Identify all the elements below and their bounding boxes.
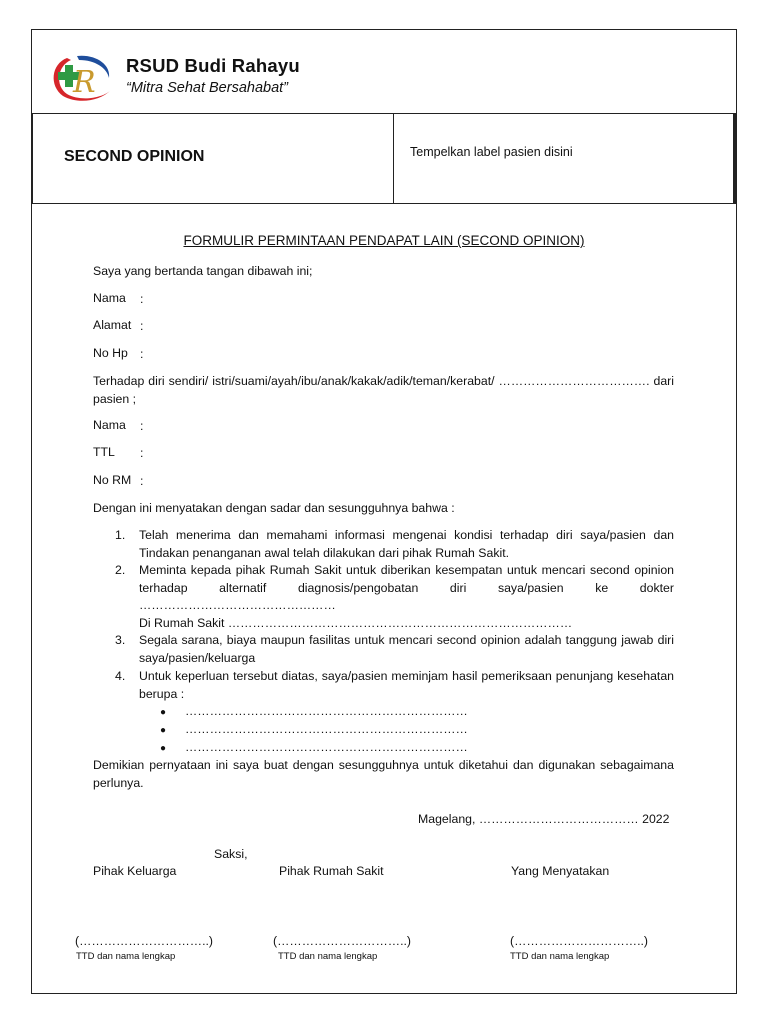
relation-text: Terhadap diri sendiri/ istri/suami/ayah/ibu/anak/kakak/adik/teman/kerabat/ ………………………………. dari pasien ;	[93, 374, 674, 406]
item-number-1: 1.	[115, 528, 126, 542]
item-number-4: 4.	[115, 669, 126, 683]
place-date: Magelang, ………………………………… 2022	[418, 812, 670, 826]
declaration-text: Dengan ini menyatakan dengan sadar dan sesungguhnya bahwa :	[93, 501, 455, 515]
signer-name-colon: :	[140, 292, 144, 306]
hospital-signature-blank: (…………………………..)	[273, 934, 411, 948]
signer-phone-colon: :	[140, 347, 144, 361]
patient-rm-colon: :	[140, 474, 144, 488]
signer-name-label: Nama	[93, 291, 126, 305]
item-text-3: Segala sarana, biaya maupun fasilitas untuk mencari second opinion adalah tanggung jawab diri saya/pasien/keluarga	[139, 633, 674, 665]
item-text-4: Untuk keperluan tersebut diatas, saya/pasien meminjam hasil pemeriksaan penunjang kesehatan berupa :	[139, 669, 674, 701]
item-text-2: Meminta kepada pihak Rumah Sakit untuk diberikan kesempatan untuk mencari second opinion terhadap alternatif diagnosis/pengobatan diri saya/pasien ke dokter …………………………………………	[139, 563, 674, 613]
patient-rm-label: No RM	[93, 473, 132, 487]
main-title: FORMULIR PERMINTAAN PENDAPAT LAIN (SECOND OPINION)	[183, 233, 585, 248]
patient-label-area: Tempelkan label pasien disini	[410, 145, 573, 159]
declarant-signature-blank: (…………………………..)	[510, 934, 648, 948]
bullet-1: ●	[160, 707, 167, 718]
svg-text:R: R	[73, 65, 96, 100]
bullet-blank-3: ……………………………………………………………	[185, 740, 468, 754]
patient-name-label: Nama	[93, 418, 126, 432]
closing-text: Demikian pernyataan ini saya buat dengan sesungguhnya untuk diketahui dan digunakan sebagaimana perlunya.	[93, 758, 674, 790]
family-signature-blank: (…………………………..)	[75, 934, 213, 948]
header-bottom-border	[31, 203, 737, 204]
hospital-ttd-caption: TTD dan nama lengkap	[278, 951, 378, 962]
bullet-2: ●	[160, 725, 167, 736]
signer-phone-label: No Hp	[93, 346, 128, 360]
header-left-border	[31, 113, 33, 204]
org-name: RSUD Budi Rahayu	[126, 55, 300, 76]
declarant-ttd-caption: TTD dan nama lengkap	[510, 951, 610, 962]
patient-ttl-label: TTL	[93, 445, 115, 459]
signer-address-colon: :	[140, 319, 144, 333]
item-number-3: 3.	[115, 633, 126, 647]
item-2-hospital: Di Rumah Sakit …………………………………………………………………………	[139, 616, 573, 630]
patient-name-colon: :	[140, 419, 144, 433]
family-label: Pihak Keluarga	[93, 864, 177, 878]
bullet-blank-1: ……………………………………………………………	[185, 704, 468, 718]
witness-label: Saksi,	[214, 847, 248, 861]
bullet-blank-2: ……………………………………………………………	[185, 722, 468, 736]
header-right-border	[733, 113, 736, 204]
header-top-border	[31, 113, 737, 114]
bullet-3: ●	[160, 743, 167, 754]
item-number-2: 2.	[115, 563, 126, 577]
hospital-logo	[47, 52, 115, 104]
org-tagline: “Mitra Sehat Bersahabat”	[126, 80, 288, 96]
signer-address-label: Alamat	[93, 318, 132, 332]
family-ttd-caption: TTD dan nama lengkap	[76, 951, 176, 962]
declarant-label: Yang Menyatakan	[511, 864, 610, 878]
hospital-party-label: Pihak Rumah Sakit	[279, 864, 384, 878]
form-title: SECOND OPINION	[64, 148, 205, 165]
item-text-1: Telah menerima dan memahami informasi mengenai kondisi terhadap diri saya/pasien dan Tindakan penanganan awal telah dilakukan dari pihak Rumah Sakit.	[139, 528, 674, 560]
patient-ttl-colon: :	[140, 446, 144, 460]
intro-text: Saya yang bertanda tangan dibawah ini;	[93, 264, 313, 278]
header-divider	[393, 113, 394, 204]
